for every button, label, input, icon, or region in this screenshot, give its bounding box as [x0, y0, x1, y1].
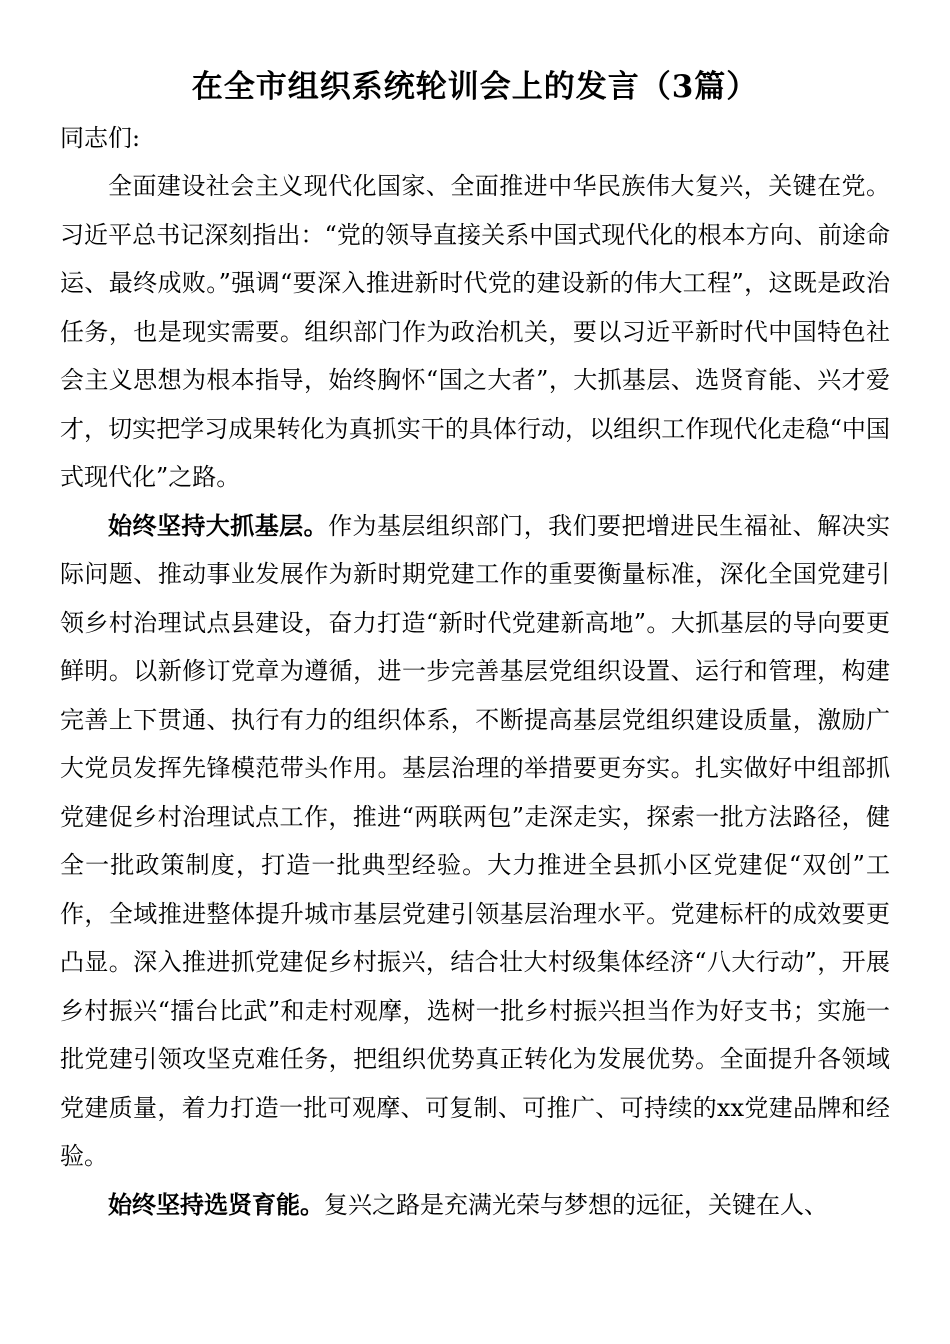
paragraph-lead-heading: 始终坚持大抓基层。	[108, 510, 329, 540]
paragraph-talent	[60, 1181, 890, 1230]
document-body	[60, 114, 890, 1229]
paragraph-text: 复兴之路是充满光荣与梦想的远征，关键在人、	[324, 1190, 828, 1219]
paragraph-text: 全面建设社会主义现代化国家、全面推进中华民族伟大复兴，关键在党。习近平总书记深刻指出：“党的领导直接关系中国式现代化的根本方向、前途命运、最终成败。”强调“要深入推进新时代党的建设新的伟大工程”，这既是政治任务，也是现实需要。组织部门作为政治机关，要以习近平新时代中国特色社会主义思想为根本指导，始终胸怀“国之大者”，大抓基层、选贤育能、兴才爱才，切实把学习成果转化为真抓实干的具体行动，以组织工作现代化走稳“中国式现代化”之路。	[60, 172, 890, 491]
document-title: 在全市组织系统轮训会上的发言（3篇）	[191, 69, 759, 105]
paragraph-lead-heading: 始终坚持选贤育能。	[108, 1189, 324, 1219]
greeting: 同志们:	[60, 124, 141, 152]
paragraph-text: 作为基层组织部门，我们要把增进民生福祉、解决实际问题、推动事业发展作为新时期党建工作的重要衡量标准，深化全国党建引领乡村治理试点县建设，奋力打造“新时代党建新高地”。大抓基层的导向要更鲜明。以新修订党章为遵循，进一步完善基层党组织设置、运行和管理，构建完善上下贯通、执行有力的组织体系，不断提高基层党组织建设质量，激励广大党员发挥先锋模范带头作用。基层治理的举措要更夯实。扎实做好中组部抓党建促乡村治理试点工作，推进“两联两包”走深走实，探索一批方法路径，健全一批政策制度，打造一批典型经验。大力推进全县抓小区党建促“双创”工作，全域推进整体提升城市基层党建引领基层治理水平。党建标杆的成效要更凸显。深入推进抓党建促乡村振兴，结合壮大村级集体经济“八大行动”，开展乡村振兴“擂台比武”和走村观摩，选树一批乡村振兴担当作为好支书；实施一批党建引领攻坚克难任务，把组织优势真正转化为发展优势。全面提升各领域党建质量，着力打造一批可观摩、可复制、可推广、可持续的xx党建品牌和经验。	[60, 511, 891, 1170]
paragraph-grassroots	[60, 502, 890, 1181]
paragraph-intro	[60, 162, 890, 502]
